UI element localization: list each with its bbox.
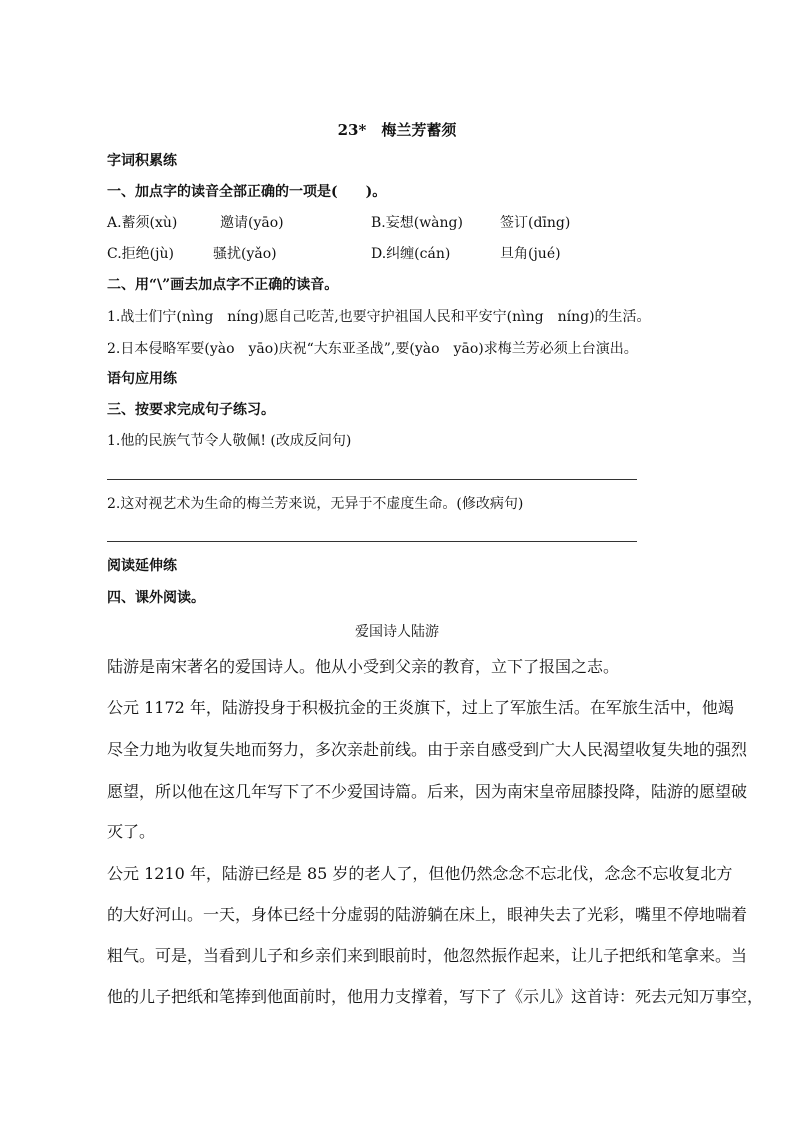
section-heading-sentence: 语句应用练 xyxy=(107,371,177,387)
option-a-2: 邀请(yāo) xyxy=(220,215,284,231)
answer-line-2[interactable] xyxy=(107,541,637,542)
reading-line-5: 灭了。 xyxy=(107,822,156,841)
reading-line-8: 粗气。可是，当看到儿子和乡亲们来到眼前时，他忽然振作起来，让儿子把纸和笔拿来。当 xyxy=(107,946,748,965)
question-2: 二、用“\”画去加点字不正确的读音。 xyxy=(107,277,339,293)
reading-line-7: 的大好河山。一天，身体已经十分虚弱的陆游躺在床上，眼神失去了光彩，嘴里不停地喘着 xyxy=(107,905,748,924)
option-c-2: 骚扰(yǎo) xyxy=(213,246,277,262)
page-title: 23* 梅兰芳蓄须 xyxy=(337,121,457,139)
reading-line-3: 尽全力地为收复失地而努力，多次亲赴前线。由于亲自感受到广大人民渴望收复失地的强烈 xyxy=(107,740,748,759)
answer-line-1[interactable] xyxy=(107,479,637,480)
option-d-1: D.纠缠(cán) xyxy=(371,246,451,262)
option-d-2: 旦角(jué) xyxy=(500,246,561,262)
question-2-item-2: 2.日本侵略军要(yào yāo)庆祝“大东亚圣战”,要(yào yāo)求梅兰芳必须上台演出。 xyxy=(107,341,638,357)
reading-line-1: 陆游是南宋著名的爱国诗人。他从小受到父亲的教育，立下了报国之志。 xyxy=(107,657,620,676)
reading-line-9: 他的儿子把纸和笔捧到他面前时，他用力支撑着，写下了《示儿》这首诗：死去元知万事空， xyxy=(107,987,764,1006)
reading-line-6: 公元 1210 年，陆游已经是 85 岁的老人了，但他仍然念念不忘北伐，念念不忘收复北方 xyxy=(107,864,733,883)
option-b-2: 签订(dīng) xyxy=(500,215,571,231)
option-b-1: B.妄想(wàng) xyxy=(371,215,463,231)
reading-title: 爱国诗人陆游 xyxy=(355,624,439,640)
question-1: 一、加点字的读音全部正确的一项是( )。 xyxy=(107,184,387,200)
question-3: 三、按要求完成句子练习。 xyxy=(107,402,275,418)
question-3-item-2: 2.这对视艺术为生命的梅兰芳来说，无异于不虚度生命。(修改病句) xyxy=(107,496,524,512)
reading-line-4: 愿望，所以他在这几年写下了不少爱国诗篇。后来，因为南宋皇帝屈膝投降，陆游的愿望破 xyxy=(107,782,748,801)
option-a-1: A.蓄须(xù) xyxy=(107,215,178,231)
question-3-item-1: 1.他的民族气节令人敬佩! (改成反问句) xyxy=(107,433,352,449)
question-2-item-1: 1.战士们宁(nìng níng)愿自己吃苦,也要守护祖国人民和平安宁(nìng níng)的生活。 xyxy=(107,309,651,325)
section-heading-reading: 阅读延伸练 xyxy=(107,558,177,574)
section-heading-vocab: 字词积累练 xyxy=(107,153,177,169)
question-4: 四、课外阅读。 xyxy=(107,590,205,606)
reading-line-2: 公元 1172 年，陆游投身于积极抗金的王炎旗下，过上了军旅生活。在军旅生活中，他竭 xyxy=(107,698,734,717)
option-c-1: C.拒绝(jù) xyxy=(107,246,174,262)
